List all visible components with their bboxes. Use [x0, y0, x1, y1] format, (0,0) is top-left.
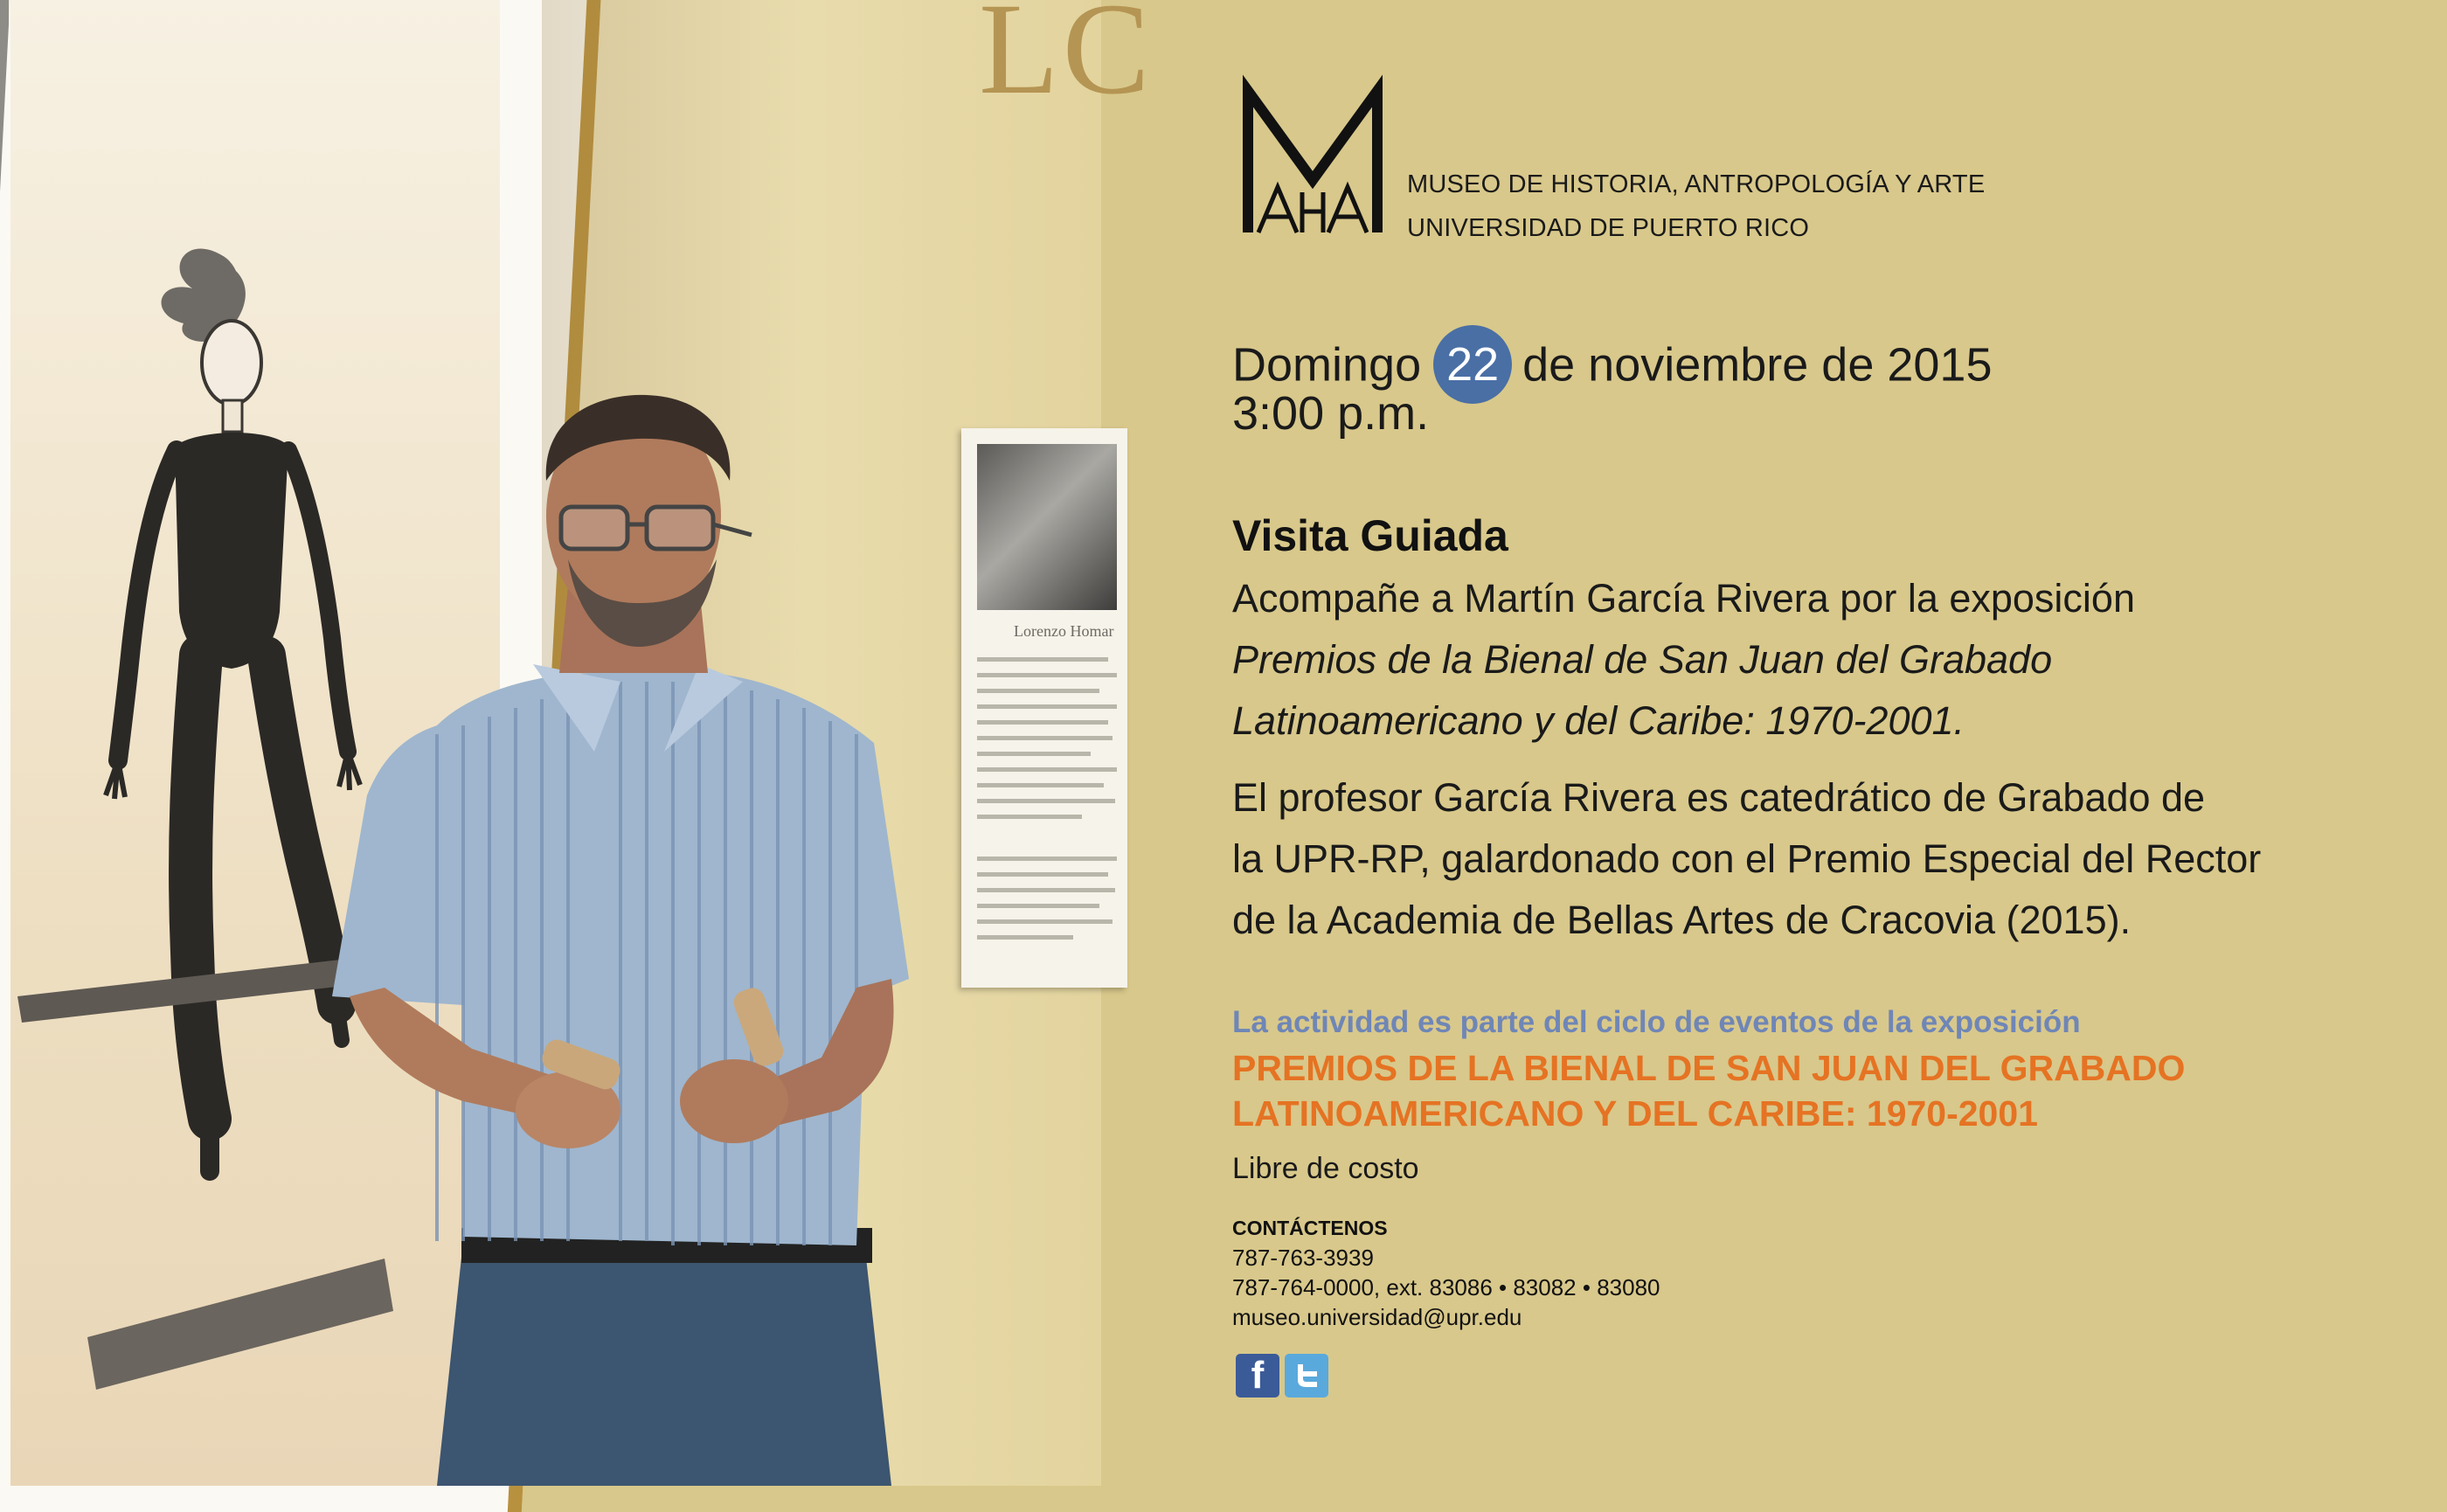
exhibit-title-caps [1232, 1045, 2185, 1136]
contact-heading: CONTÁCTENOS [1232, 1217, 1388, 1239]
museum-name-line1: MUSEO DE HISTORIA, ANTROPOLOGÍA Y ARTE [1407, 170, 1986, 198]
cost-note: Libre de costo [1232, 1152, 1419, 1185]
exhibit-caps-line2: LATINOAMERICANO Y DEL CARIBE: 1970-2001 [1232, 1093, 2038, 1134]
bio-line1: El profesor García Rivera es catedrático de Grabado de [1232, 775, 2206, 820]
event-time: 3:00 p.m. [1232, 387, 1430, 440]
bio-line2: la UPR-RP, galardonado con el Premio Especial del Rector [1232, 836, 2262, 881]
event-photo [0, 0, 1154, 1486]
maha-logo [1243, 84, 1383, 241]
contact-block [1232, 1213, 1660, 1332]
twitter-icon[interactable] [1285, 1354, 1328, 1398]
intro-line: Acompañe a Martín García Rivera por la exposición [1232, 576, 2135, 621]
contact-phone2[interactable]: 787-764-0000, ext. 83086 • 83082 • 83080 [1232, 1274, 1660, 1300]
museum-name [1407, 163, 1985, 250]
plaque-title: Lorenzo Homar [1014, 622, 1114, 640]
cycle-note: La actividad es parte del ciclo de eventos de la exposición [1232, 1005, 2081, 1039]
event-weekday: Domingo [1232, 338, 1422, 392]
museum-name-line2: UNIVERSIDAD DE PUERTO RICO [1407, 214, 1810, 242]
social-links [1236, 1354, 1328, 1398]
exhibit-title-line2: Latinoamericano y del Caribe: 1970-2001. [1232, 698, 1965, 743]
facebook-icon[interactable]: f [1236, 1354, 1279, 1398]
speaker-bio [1232, 767, 2261, 951]
event-month-year: de noviembre de 2015 [1522, 338, 1993, 392]
event-title: Visita Guiada [1232, 511, 1508, 560]
event-day-badge: 22 [1433, 325, 1512, 404]
wall-title-text: LC [979, 0, 1154, 121]
bio-line3: de la Academia de Bellas Artes de Cracovia (2015). [1232, 898, 2132, 942]
exhibit-title-line1: Premios de la Bienal de San Juan del Grabado [1232, 637, 2053, 682]
contact-email[interactable]: museo.universidad@upr.edu [1232, 1304, 1522, 1330]
event-intro [1232, 568, 2135, 752]
contact-phone1[interactable]: 787-763-3939 [1232, 1245, 1374, 1271]
exhibit-caps-line1: PREMIOS DE LA BIENAL DE SAN JUAN DEL GRABADO [1232, 1048, 2186, 1088]
